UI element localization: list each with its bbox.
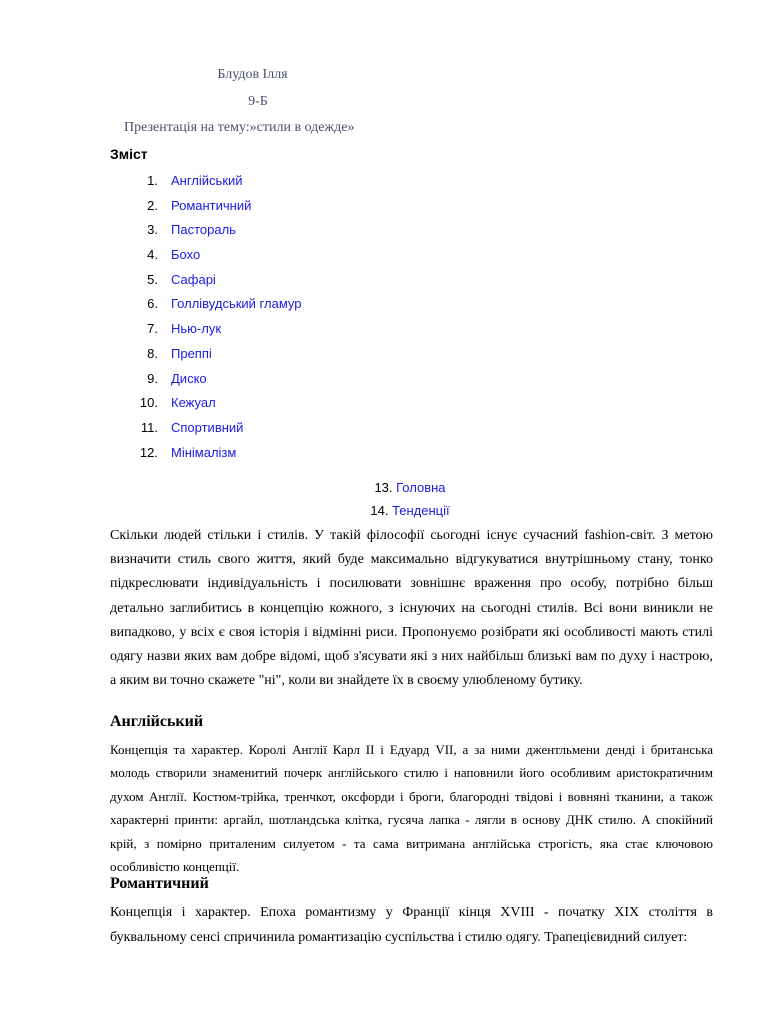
toc-item-number: 5.: [147, 271, 158, 287]
toc-item-number: 13.: [374, 480, 393, 495]
toc-item-number: 2.: [147, 197, 158, 213]
section-text-romantic: Концепція і характер. Епоха романтизму у Франції кінця XVIII - початку XIX століття в буквальному сенсі спричинила романтизацію суспільства і стилю одягу. Трапецієвидний силует:: [110, 905, 713, 945]
toc-item-number: 9.: [147, 370, 158, 386]
toc-link[interactable]: Спортивний: [171, 419, 244, 435]
toc-link[interactable]: Преппі: [171, 345, 212, 361]
toc-link[interactable]: Кежуал: [171, 395, 216, 411]
toc-link[interactable]: Романтичний: [171, 197, 252, 213]
class-label: 9-Б: [248, 94, 268, 109]
toc-item-number: 7.: [147, 321, 158, 337]
toc-heading: Зміст: [110, 146, 148, 162]
toc-item-number: 10.: [139, 395, 158, 411]
toc-link[interactable]: Англійський: [171, 173, 243, 188]
section-text-english: Концепція та характер. Королі Англії Карл II і Едуард VII, а за ними джентльмени денді і британська молодь створили знаменитий почерк англійського стилю і наповнили його особливим аристократичним духом Англії. Костюм-трійка, тренчкот, оксфорди і броги, благородні твідові і вовняні тканини, а також характерні принти: аргайл, шотландська клітка, гусяча лапка - лягли в основу ДНК стилю. А спокійний крій, з помірно приталеним силуетом - та сама витримана англійська строгість, яка стає ключовою особливістю концепції.: [110, 742, 713, 875]
toc-item-number: 6.: [147, 296, 158, 312]
toc-link[interactable]: Сафарі: [171, 271, 216, 287]
toc-item-number: 3.: [147, 222, 158, 238]
section-heading-english: Англійський: [110, 713, 204, 730]
toc-link[interactable]: Мінімалізм: [171, 444, 237, 460]
presentation-title: Презентація на тему:»стили в одежде»: [124, 120, 355, 135]
toc-link[interactable]: Тенденції: [392, 503, 450, 518]
toc-item: [0, 478, 768, 501]
toc-item-number: 12.: [139, 444, 158, 460]
toc-item-number: 11.: [140, 419, 158, 435]
section-heading-romantic: Романтичний: [110, 875, 209, 892]
toc-item: [0, 501, 768, 524]
toc-link[interactable]: Пастораль: [171, 222, 236, 238]
intro-paragraph: Скільки людей стільки і стилів. У такій філософії сьогодні існує сучасний fashion-світ. З метою визначити стиль свого життя, який буде максимально відгукуватися внутрішньому стану, тонко підкреслювати індивідуальність і посилювати зовнішнє враження про особу, потрібно більш детально заглибитись в концепцію кожного, з існуючих на сьогодні стилів. Всі вони виникли не випадково, у всіх є своя історія і відмінні риси. Пропонуємо розібрати які особливості мають стилі одягу назви яких вам добре відомі, щоб з'ясувати які з них найбільш близькі вам по духу і настрою, а яким ви точно скажете "ні", коли ви знайдете їх в своєму улюбленому бутику.: [110, 528, 713, 689]
toc-link[interactable]: Головна: [396, 480, 446, 495]
toc-item-number: 8.: [147, 345, 158, 361]
toc-link[interactable]: Нью-лук: [171, 321, 222, 337]
toc-link[interactable]: Бохо: [171, 247, 201, 263]
author-name: Блудов Ілля: [217, 67, 288, 82]
toc-item-number: 1.: [147, 173, 158, 188]
table-of-contents-centered: [0, 478, 768, 524]
toc-item-number: 14.: [370, 503, 389, 518]
toc-link[interactable]: Диско: [171, 370, 207, 386]
toc-item-number: 4.: [147, 247, 158, 263]
toc-link[interactable]: Голлівудський гламур: [171, 296, 302, 312]
